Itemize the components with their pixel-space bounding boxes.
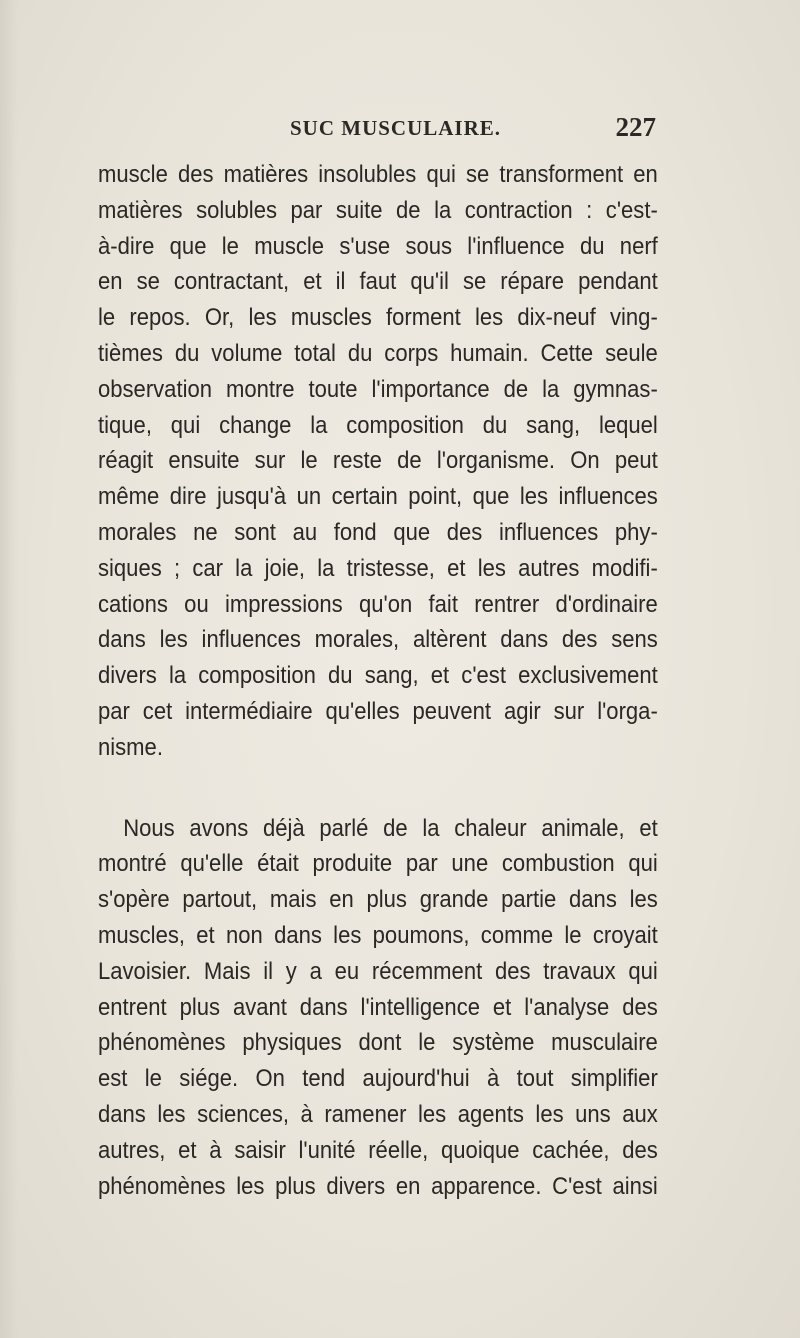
text-line: divers la composition du sang, et c'est exclusivement — [98, 662, 658, 690]
text-line: phénomènes physiques dont le système musculaire — [98, 1029, 658, 1057]
page-fold-shadow — [0, 0, 18, 1338]
text-line: Nous avons déjà parlé de la chaleur animale, et — [123, 814, 658, 842]
text-line: montré qu'elle était produite par une combustion qui — [98, 850, 658, 878]
text-line: phénomènes les plus divers en apparence. C'est ainsi — [98, 1172, 658, 1200]
text-line: autres, et à saisir l'unité réelle, quoique cachée, des — [98, 1136, 658, 1164]
text-line: siques ; car la joie, la tristesse, et les autres modifi- — [98, 554, 658, 582]
text-line: cations ou impressions qu'on fait rentrer d'ordinaire — [98, 590, 658, 618]
text-line: tièmes du volume total du corps humain. Cette seule — [98, 339, 658, 367]
text-line: muscles, et non dans les poumons, comme le croyait — [98, 921, 658, 949]
page-number: 227 — [615, 112, 656, 142]
page-header — [100, 110, 656, 146]
text-line: morales ne sont au fond que des influences phy- — [98, 518, 658, 546]
paragraph-2 — [98, 811, 658, 1205]
text-line: par cet intermédiaire qu'elles peuvent agir sur l'orga- — [98, 697, 658, 725]
text-line: est le siége. On tend aujourd'hui à tout simplifier — [98, 1065, 658, 1093]
text-line: muscle des matières insolubles qui se transforment en — [98, 161, 658, 188]
text-line: Lavoisier. Mais il y a eu récemment des travaux qui — [98, 957, 658, 985]
text-line: même dire jusqu'à un certain point, que les influences — [98, 483, 658, 511]
text-line: entrent plus avant dans l'intelligence et l'analyse des — [98, 993, 658, 1021]
paragraph-1 — [98, 157, 658, 766]
text-line: s'opère partout, mais en plus grande partie dans les — [98, 886, 658, 914]
text-line: dans les influences morales, altèrent dans des sens — [98, 626, 658, 654]
text-line: réagit ensuite sur le reste de l'organisme. On peut — [98, 447, 658, 475]
text-line: matières solubles par suite de la contraction : c'est- — [98, 196, 658, 224]
text-line: observation montre toute l'importance de la gymnas- — [98, 375, 658, 403]
text-line: tique, qui change la composition du sang, lequel — [98, 411, 658, 439]
text-line: le repos. Or, les muscles forment les dix-neuf ving- — [98, 304, 658, 332]
paragraph-gap — [98, 766, 602, 811]
text-line: à-dire que le muscle s'use sous l'influence du nerf — [98, 232, 658, 260]
text-line: nisme. — [98, 733, 163, 761]
running-title: SUC MUSCULAIRE. — [290, 116, 502, 140]
body-text — [98, 157, 658, 1204]
text-line: en se contractant, et il faut qu'il se répare pendant — [98, 268, 658, 296]
text-line: dans les sciences, à ramener les agents les uns aux — [98, 1100, 658, 1128]
